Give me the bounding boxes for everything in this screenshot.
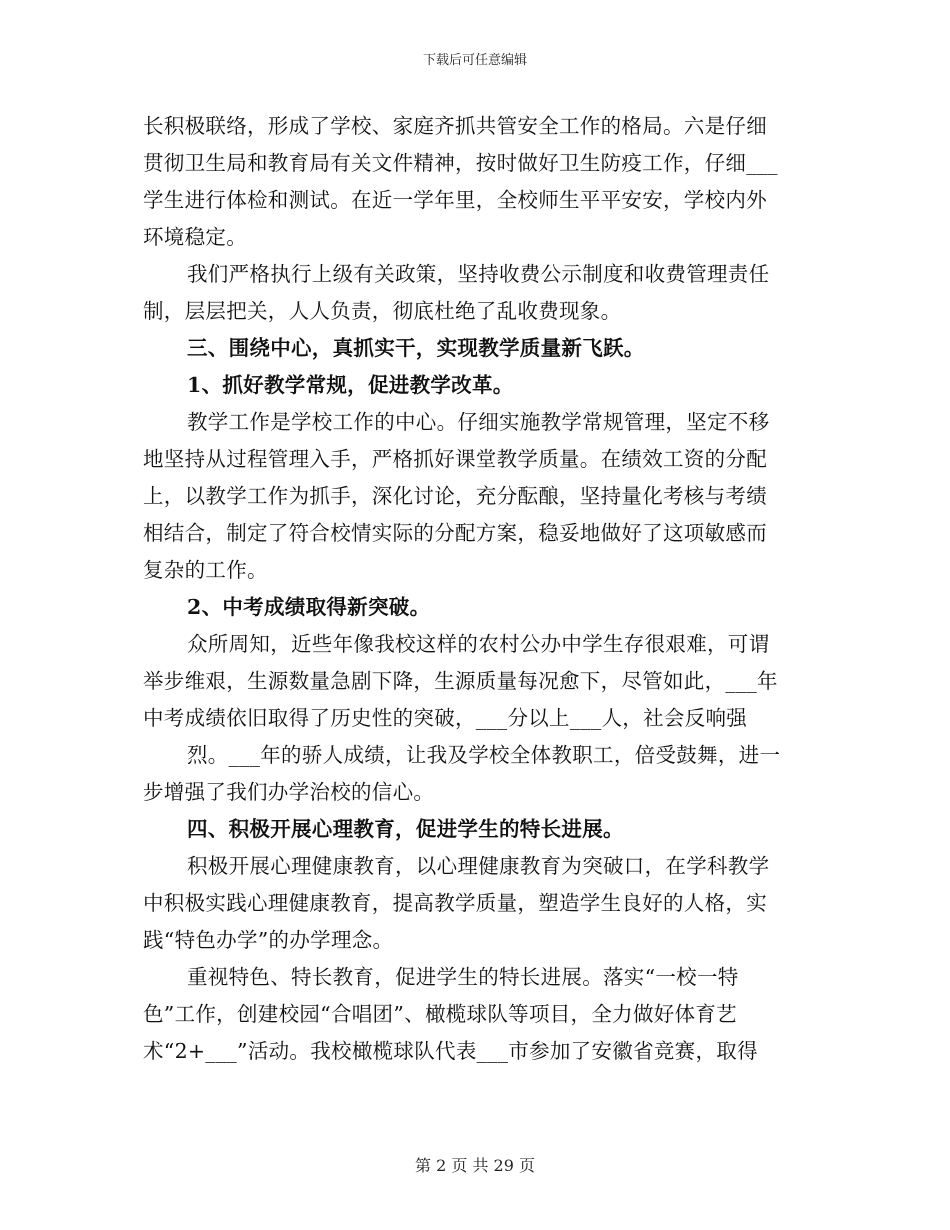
body-line: 举步维艰，生源数量急剧下降，生源质量每况愈下，尽管如此，___年 [143,669,778,693]
body-line: 复杂的工作。 [143,558,268,582]
page-header-note: 下载后可任意编辑 [422,53,527,68]
body-line: 长积极联络，形成了学校、家庭齐抓共管安全工作的格局。六是仔细 [143,114,767,138]
page-number: 第 2 页 共 29 页 [415,1156,535,1175]
paragraph-start-line: 众所周知，近些年像我校这样的农村公办中学生存很艰难，可谓 [187,632,770,656]
paragraph-start-line: 我们严格执行上级有关政策，坚持收费公示制度和收费管理责任 [187,262,770,286]
paragraph-start-line: 重视特色、特长教育，促进学生的特长进展。落实“一校一特 [187,965,739,989]
body-line: 制，层层把关，人人负责，彻底杜绝了乱收费现象。 [143,299,622,323]
body-line: 践“特色办学”的办学理念。 [143,928,394,952]
paragraph-start-line: 积极开展心理健康教育，以心理健康教育为突破口，在学科教学 [187,854,770,878]
body-line: 中考成绩依旧取得了历史性的突破，___分以上___人，社会反响强 [143,706,748,730]
section-heading-4: 四、积极开展心理教育，促进学生的特长进展。 [187,817,624,841]
body-line: 相结合，制定了符合校情实际的分配方案，稳妥地做好了这项敏感而 [143,521,767,545]
paragraph-start-line: 教学工作是学校工作的中心。仔细实施教学常规管理，坚定不移 [187,410,770,434]
body-line: 环境稳定。 [143,225,247,249]
body-line: 上，以教学工作为抓手，深化讨论，充分酝酿，坚持量化考核与考绩 [143,484,767,508]
body-line: 烈。___年的骄人成绩，让我及学校全体教职工，倍受鼓舞，进一 [187,743,781,767]
section-heading-3: 三、围绕中心，真抓实干，实现教学质量新飞跃。 [187,336,645,360]
body-line: 学生进行体检和测试。在近一学年里，全校师生平平安安，学校内外 [143,188,767,212]
body-line: 步增强了我们办学治校的信心。 [143,780,435,804]
subsection-heading-1: 1、抓好教学常规，促进教学改革。 [187,373,514,397]
body-line: 中积极实践心理健康教育，提高教学质量，塑造学生良好的人格，实 [143,891,767,915]
body-line: 贯彻卫生局和教育局有关文件精神，按时做好卫生防疫工作，仔细___ [143,151,778,175]
document-body [143,108,805,1070]
body-line: 色”工作，创建校园“合唱团”、橄榄球队等项目，全力做好体育艺 [143,1002,737,1026]
body-line: 术“2+___”活动。我校橄榄球队代表___市参加了安徽省竞赛，取得 [143,1039,758,1063]
body-line: 地坚持从过程管理入手，严格抓好课堂教学质量。在绩效工资的分配 [143,447,767,471]
subsection-heading-2: 2、中考成绩取得新突破。 [187,595,431,619]
